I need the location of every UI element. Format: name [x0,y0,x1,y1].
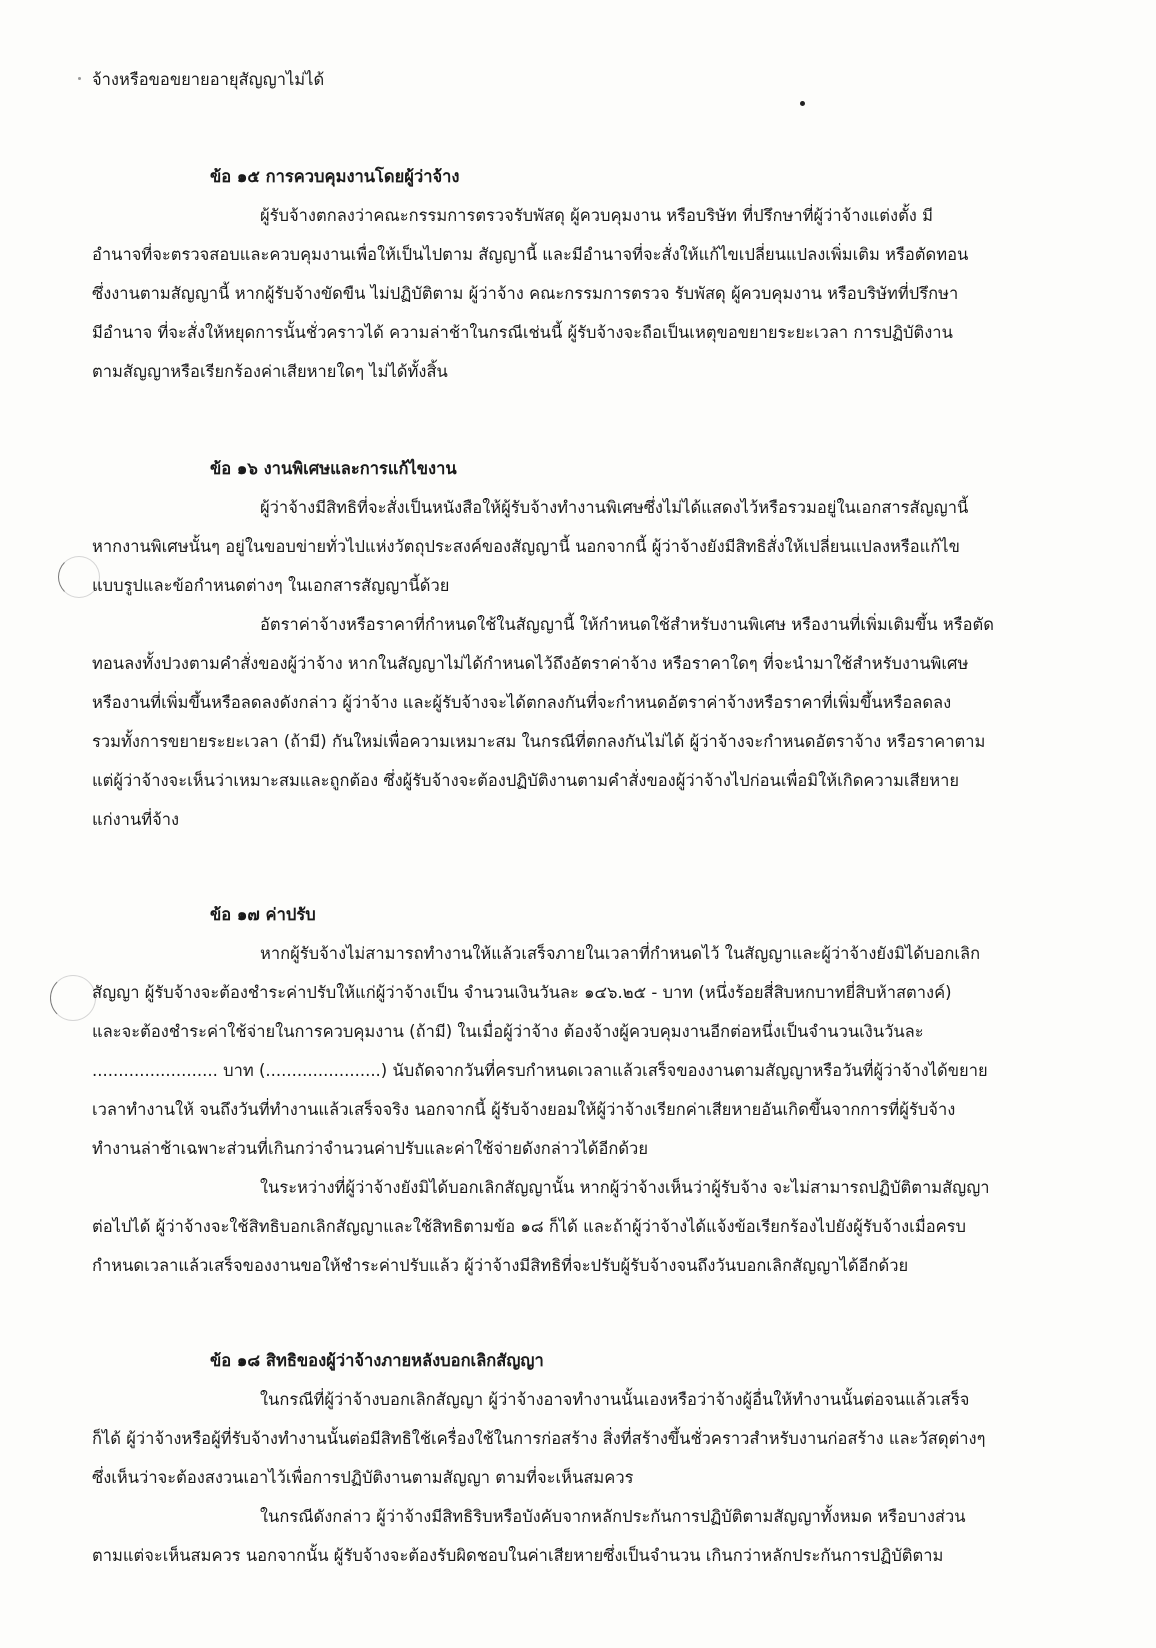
text-line: ตามแต่จะเห็นสมควร นอกจากนั้น ผู้รับจ้างจะต้องรับผิดชอบในค่าเสียหายซึ่งเป็นจำนวน เกินกว่าหลักประกันการปฏิบัติตาม [92,1546,944,1565]
section-16-heading: ข้อ ๑๖ งานพิเศษและการแก้ไขงาน [210,459,457,478]
text-line: มีอำนาจ ที่จะสั่งให้หยุดการนั้นชั่วคราวได้ ความล่าช้าในกรณีเช่นนี้ ผู้รับจ้างจะถือเป็นเหตุขอขยายระยะเวลา การปฏิบัติงาน [92,323,953,342]
text-line: ในกรณีที่ผู้ว่าจ้างบอกเลิกสัญญา ผู้ว่าจ้างอาจทำงานนั้นเองหรือว่าจ้างผู้อื่นให้ทำงานนั้นต่อจนแล้วเสร็จ [260,1390,970,1409]
text-line: แบบรูปและข้อกำหนดต่างๆ ในเอกสารสัญญานี้ด้วย [92,576,450,595]
text-line: ผู้รับจ้างตกลงว่าคณะกรรมการตรวจรับพัสดุ ผู้ควบคุมงาน หรือบริษัท ที่ปรึกษาที่ผู้ว่าจ้างแต่งตั้ง มี [260,206,933,225]
text-line: เวลาทำงานให้ จนถึงวันที่ทำงานแล้วเสร็จจริง นอกจากนี้ ผู้รับจ้างยอมให้ผู้ว่าจ้างเรียกค่าเสียหายอันเกิดขึ้นจากการที่ผู้รับจ้าง [92,1100,956,1119]
text-line: ซึ่งงานตามสัญญานี้ หากผู้รับจ้างขัดขืน ไม่ปฏิบัติตาม ผู้ว่าจ้าง คณะกรรมการตรวจ รับพัสดุ ผู้ควบคุมงาน หรือบริษัทที่ปรึกษา [92,284,959,303]
text-line: อัตราค่าจ้างหรือราคาที่กำหนดใช้ในสัญญานี้ ให้กำหนดใช้สำหรับงานพิเศษ หรืองานที่เพิ่มเติมขึ้น หรือตัด [260,615,994,634]
text-line: ซึ่งเห็นว่าจะต้องสงวนเอาไว้เพื่อการปฏิบัติงานตามสัญญา ตามที่จะเห็นสมควร [92,1468,634,1487]
punch-hole-mark [50,975,96,1021]
text-line: ก็ได้ ผู้ว่าจ้างหรือผู้ที่รับจ้างทำงานนั้นต่อมีสิทธิใช้เครื่องใช้ในการก่อสร้าง สิ่งที่สร้างขึ้นชั่วคราวสำหรับงานก่อสร้าง และวัสดุต่างๆ [92,1429,986,1448]
text-line: อำนาจที่จะตรวจสอบและควบคุมงานเพื่อให้เป็นไปตาม สัญญานี้ และมีอำนาจที่จะสั่งให้แก้ไขเปลี่ยนแปลงเพิ่มเติม หรือตัดทอน [92,245,969,264]
text-line: แต่ผู้ว่าจ้างจะเห็นว่าเหมาะสมและถูกต้อง ซึ่งผู้รับจ้างจะต้องปฏิบัติงานตามคำสั่งของผู้ว่าจ้างไปก่อนเพื่อมิให้เกิดความเสียหาย [92,771,960,790]
text-line: แก่งานที่จ้าง [92,810,180,829]
text-line: ตามสัญญาหรือเรียกร้องค่าเสียหายใดๆ ไม่ได้ทั้งสิ้น [92,362,448,381]
text-line: ผู้ว่าจ้างมีสิทธิที่จะสั่งเป็นหนังสือให้ผู้รับจ้างทำงานพิเศษซึ่งไม่ได้แสดงไว้หรือรวมอยู่ในเอกสารสัญญานี้ [260,498,969,517]
ink-dot [78,77,81,80]
section-18-heading: ข้อ ๑๘ สิทธิของผู้ว่าจ้างภายหลังบอกเลิกสัญญา [210,1351,544,1370]
text-line: ........................ บาท (......................) นับถัดจากวันที่ครบกำหนดเวลาแล้วเสร็จของงานตามสัญญาหรือวันที่ผู้ว่าจ้างได้ขยาย [92,1061,988,1080]
section-17-heading: ข้อ ๑๗ ค่าปรับ [210,905,316,924]
text-line: ในระหว่างที่ผู้ว่าจ้างยังมิได้บอกเลิกสัญญานั้น หากผู้ว่าจ้างเห็นว่าผู้รับจ้าง จะไม่สามารถปฏิบัติตามสัญญา [260,1178,990,1197]
text-line: ต่อไปได้ ผู้ว่าจ้างจะใช้สิทธิบอกเลิกสัญญาและใช้สิทธิตามข้อ ๑๘ ก็ได้ และถ้าผู้ว่าจ้างได้แจ้งข้อเรียกร้องไปยังผู้รับจ้างเมื่อครบ [92,1217,966,1236]
text-line: หากผู้รับจ้างไม่สามารถทำงานให้แล้วเสร็จภายในเวลาที่กำหนดไว้ ในสัญญาและผู้ว่าจ้างยังมิได้บอกเลิก [260,944,981,963]
text-line: กำหนดเวลาแล้วเสร็จของงานขอให้ชำระค่าปรับแล้ว ผู้ว่าจ้างมีสิทธิที่จะปรับผู้รับจ้างจนถึงวันบอกเลิกสัญญาได้อีกด้วย [92,1256,909,1275]
text-line: จ้างหรือขอขยายอายุสัญญาไม่ได้ [92,70,325,89]
document-body [92,60,1077,1575]
section-15-heading: ข้อ ๑๕ การควบคุมงานโดยผู้ว่าจ้าง [210,167,460,186]
text-line: ทอนลงทั้งปวงตามคำสั่งของผู้ว่าจ้าง หากในสัญญาไม่ได้กำหนดไว้ถึงอัตราค่าจ้าง หรือราคาใดๆ ที่จะนำมาใช้สำหรับงานพิเศษ [92,654,969,673]
text-line: สัญญา ผู้รับจ้างจะต้องชำระค่าปรับให้แก่ผู้ว่าจ้างเป็น จำนวนเงินวันละ ๑๔๖.๒๕ - บาท (หนึ่งร้อยสี่สิบหกบาทยี่สิบห้าสตางค์) [92,983,952,1002]
text-line: ในกรณีดังกล่าว ผู้ว่าจ้างมีสิทธิริบหรือบังคับจากหลักประกันการปฏิบัติตามสัญญาทั้งหมด หรือบางส่วน [260,1507,966,1526]
text-line: ทำงานล่าช้าเฉพาะส่วนที่เกินกว่าจำนวนค่าปรับและค่าใช้จ่ายดังกล่าวได้อีกด้วย [92,1139,648,1158]
text-line: และจะต้องชำระค่าใช้จ่ายในการควบคุมงาน (ถ้ามี) ในเมื่อผู้ว่าจ้าง ต้องจ้างผู้ควบคุมงานอีกต่อหนึ่งเป็นจำนวนเงินวันละ [92,1022,924,1041]
text-line: รวมทั้งการขยายระยะเวลา (ถ้ามี) กันใหม่เพื่อความเหมาะสม ในกรณีที่ตกลงกันไม่ได้ ผู้ว่าจ้างจะกำหนดอัตราจ้าง หรือราคาตาม [92,732,986,751]
text-line: หากงานพิเศษนั้นๆ อยู่ในขอบข่ายทั่วไปแห่งวัตถุประสงค์ของสัญญานี้ นอกจากนี้ ผู้ว่าจ้างยังมีสิทธิสั่งให้เปลี่ยนแปลงหรือแก้ไข [92,537,960,556]
text-line: หรืองานที่เพิ่มขึ้นหรือลดลงดังกล่าว ผู้ว่าจ้าง และผู้รับจ้างจะได้ตกลงกันที่จะกำหนดอัตราค่าจ้างหรือราคาที่เพิ่มขึ้นหรือลดลง [92,693,952,712]
